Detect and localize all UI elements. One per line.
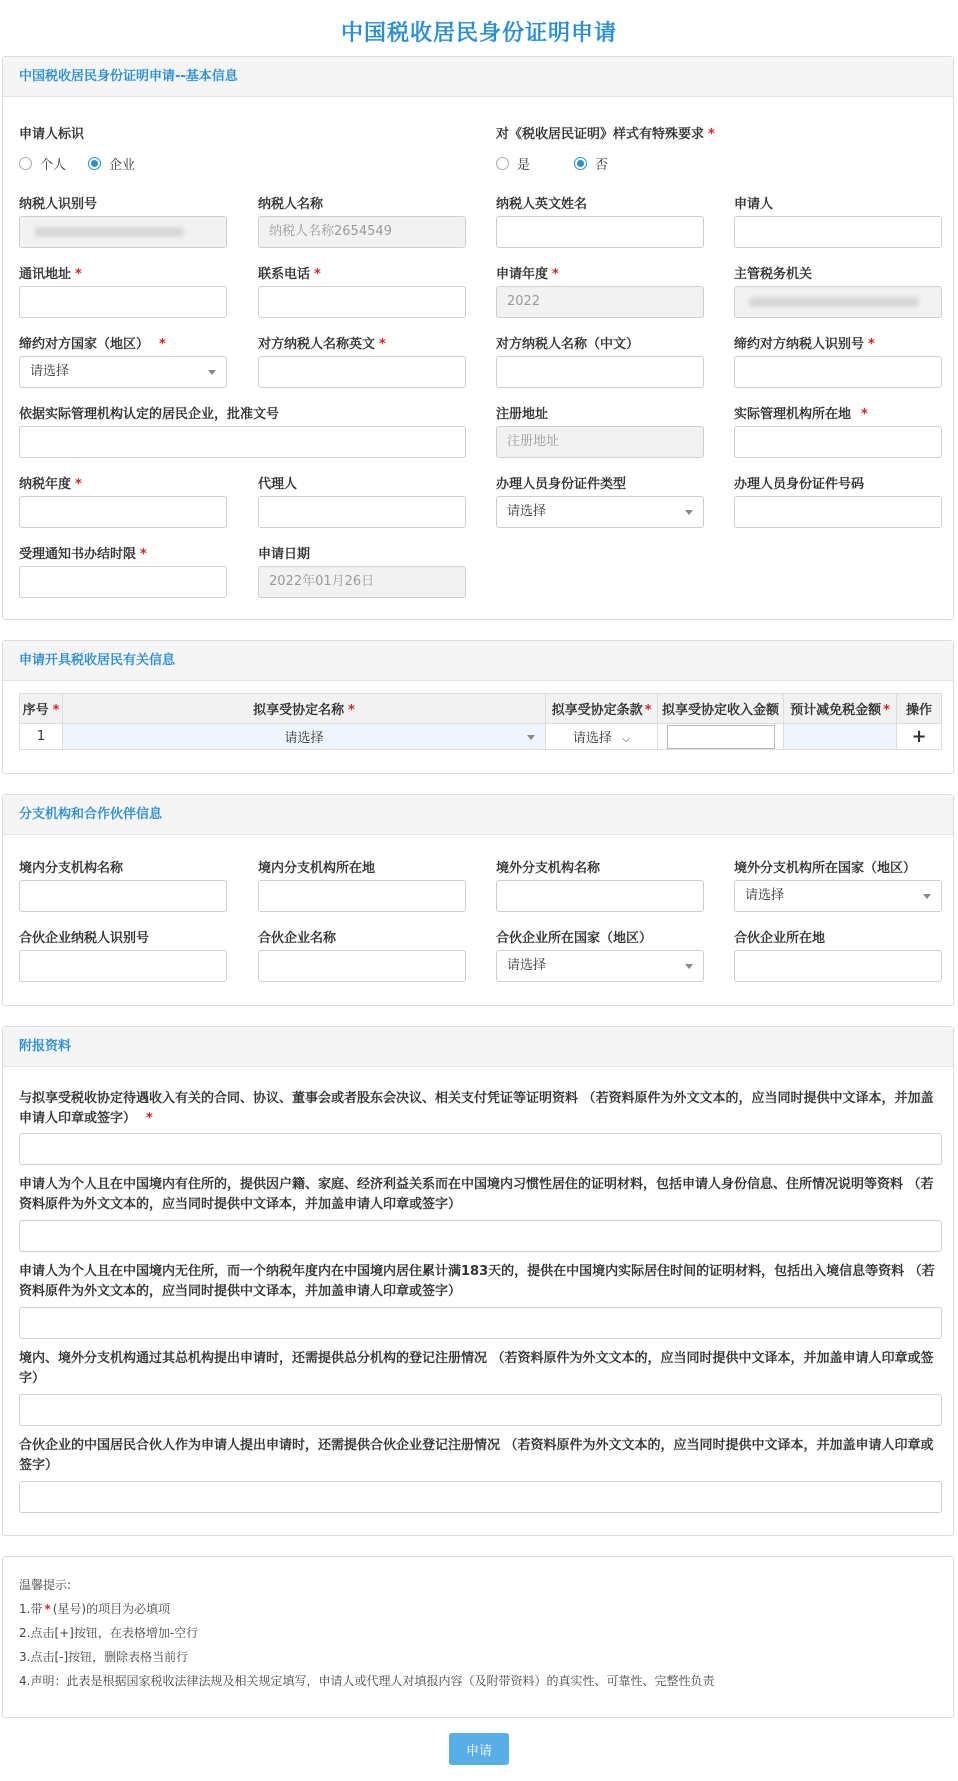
attach-item-4-label: 境内、境外分支机构通过其总机构提出申请时，还需提供总分机构的登记注册情况 （若资料原件为外文文本的，应当同时提供中文译本，并加盖申请人印章或签字） — [19, 1351, 934, 1386]
attach-item-4-input[interactable] — [19, 1394, 942, 1426]
foreign-branch-country-select[interactable]: 请选择 — [734, 880, 942, 912]
tip-line-4: 4.声明：此表是根据国家税收法律法规及相关规定填写，申请人或代理人对填报内容（及附带资料）的真实性、可靠性、完整性负责 — [19, 1674, 715, 1688]
attach-item-5-input[interactable] — [19, 1481, 942, 1513]
attachments-heading: 附报资料 — [3, 1027, 953, 1067]
taxpayer-name-label: 纳税人名称 — [258, 197, 324, 212]
attach-item-2-label: 申请人为个人且在中国境内有住所的，提供因户籍、家庭、经济利益关系而在中国境内习惯性居住的证明材料，包括申请人身份信息、住所情况说明等资料 （若资料原件为外文文本的，应当同时提供中文译本，并加盖申请人印章或签字） — [19, 1177, 934, 1212]
treaty-table — [19, 693, 942, 750]
domestic-branch-name-input[interactable] — [19, 880, 227, 912]
deadline-label: 受理通知书办结时限 * — [19, 547, 147, 562]
apply-year-field: 2022 — [496, 286, 704, 318]
col-income-amount: 拟享受协定收入金额 — [658, 694, 784, 724]
attachments-panel — [2, 1026, 954, 1536]
partner-name-label: 合伙企业名称 — [258, 931, 337, 946]
radio-circle-checked — [574, 157, 587, 170]
taxpayer-en-name-input[interactable] — [496, 216, 704, 248]
domestic-branch-loc-label: 境内分支机构所在地 — [258, 861, 376, 876]
tips-panel — [2, 1556, 954, 1718]
attach-item-5-label: 合伙企业的中国居民合伙人作为申请人提出申请时，还需提供合伙企业登记注册情况 （若资料原件为外文文本的，应当同时提供中文译本，并加盖申请人印章或签字） — [19, 1438, 934, 1473]
plus-icon: + — [911, 726, 927, 747]
chevron-down-icon — [685, 964, 693, 969]
attach-item-3-input[interactable] — [19, 1307, 942, 1339]
counterparty-id-input[interactable] — [734, 356, 942, 388]
counterparty-id-label: 缔约对方纳税人识别号 * — [734, 337, 875, 352]
phone-label: 联系电话 * — [258, 267, 321, 282]
apply-date-label: 申请日期 — [258, 547, 311, 562]
partner-location-label: 合伙企业所在地 — [734, 931, 826, 946]
phone-input[interactable] — [258, 286, 466, 318]
col-treaty-name: 拟享受协定名称 * — [62, 694, 545, 724]
basic-info-panel — [2, 56, 954, 620]
required-mark: * — [708, 127, 715, 142]
radio-circle-checked — [88, 157, 101, 170]
counterparty-en-input[interactable] — [258, 356, 466, 388]
apply-year-label: 申请年度 * — [496, 267, 559, 282]
handler-id-no-label: 办理人员身份证件号码 — [734, 477, 865, 492]
attach-item-3-label: 申请人为个人且在中国境内无住所，而一个纳税年度内在中国境内居住累计满183天的，提供在中国境内实际居住时间的证明材料，包括出入境信息等资料 （若资料原件为外文文本的，应当同时提供中文译本，并加盖申请人印章或签字） — [19, 1264, 935, 1299]
radio-no[interactable]: 否 — [574, 154, 608, 173]
deadline-input[interactable] — [19, 566, 227, 598]
treaty-country-label: 缔约对方国家（地区） * — [19, 337, 166, 352]
chevron-down-icon — [527, 735, 535, 740]
resident-info-heading: 申请开具税收居民有关信息 — [3, 641, 953, 681]
resident-info-panel — [2, 640, 954, 774]
income-amount-cell — [658, 724, 784, 750]
applicant-type-label: 申请人标识 — [19, 127, 85, 142]
attachments-body — [3, 1067, 953, 1535]
radio-circle — [496, 157, 509, 170]
taxpayer-id-field — [19, 216, 227, 248]
partner-id-label: 合伙企业纳税人识别号 — [19, 931, 150, 946]
agent-input[interactable] — [258, 496, 466, 528]
tax-authority-field — [734, 286, 942, 318]
income-amount-input[interactable] — [667, 725, 775, 749]
partner-country-select[interactable]: 请选择 — [496, 950, 704, 982]
domestic-branch-loc-input[interactable] — [258, 880, 466, 912]
handler-id-no-input[interactable] — [734, 496, 942, 528]
foreign-branch-country-label: 境外分支机构所在国家（地区） — [734, 861, 917, 876]
tips-title: 温馨提示: — [19, 1578, 72, 1592]
partner-country-label: 合伙企业所在国家（地区） — [496, 931, 653, 946]
domestic-branch-name-label: 境内分支机构名称 — [19, 861, 124, 876]
counterparty-en-label: 对方纳税人名称英文 * — [258, 337, 386, 352]
address-input[interactable] — [19, 286, 227, 318]
applicant-input[interactable] — [734, 216, 942, 248]
handler-id-type-select[interactable]: 请选择 — [496, 496, 704, 528]
radio-individual[interactable]: 个人 — [19, 154, 66, 173]
tax-year-input[interactable] — [19, 496, 227, 528]
approval-doc-label: 依据实际管理机构认定的居民企业，批准文号 — [19, 407, 280, 422]
add-row-button[interactable] — [897, 724, 942, 750]
radio-enterprise[interactable]: 企业 — [88, 154, 135, 173]
branch-info-body — [3, 835, 953, 1005]
mgmt-location-input[interactable] — [734, 426, 942, 458]
apply-button[interactable]: 申请 — [449, 1733, 509, 1765]
partner-name-input[interactable] — [258, 950, 466, 982]
row-index: 1 — [20, 724, 63, 750]
applicant-label: 申请人 — [734, 197, 774, 212]
col-actions: 操作 — [897, 694, 942, 724]
reg-address-label: 注册地址 — [496, 407, 549, 422]
chevron-down-icon: ⌵ — [621, 732, 631, 745]
apply-date-field: 2022年01月26日 — [258, 566, 466, 598]
counterparty-cn-label: 对方纳税人名称（中文） — [496, 337, 640, 352]
tip-line-1: 1.带 * (星号)的项目为必填项 — [19, 1602, 171, 1616]
taxpayer-id-label: 纳税人识别号 — [19, 197, 98, 212]
redacted-value — [34, 227, 184, 237]
col-treaty-clause: 拟享受协定条款 * — [546, 694, 658, 724]
table-row — [20, 724, 942, 750]
page-title: 中国税收居民身份证明申请 — [340, 21, 617, 46]
tax-authority-label: 主管税务机关 — [734, 267, 813, 282]
special-req-radios — [496, 154, 630, 173]
tax-reduction-cell — [784, 724, 897, 750]
tip-line-3: 3.点击[-]按钮，删除表格当前行 — [19, 1650, 189, 1664]
radio-circle — [19, 157, 32, 170]
agent-label: 代理人 — [258, 477, 298, 492]
treaty-country-select[interactable]: 请选择 — [19, 356, 227, 388]
foreign-branch-name-input[interactable] — [496, 880, 704, 912]
chevron-down-icon — [685, 510, 693, 515]
mgmt-location-label: 实际管理机构所在地 * — [734, 407, 868, 422]
attach-item-1-input[interactable] — [19, 1133, 942, 1165]
partner-location-input[interactable] — [734, 950, 942, 982]
treaty-name-select[interactable]: 请选择 — [62, 724, 545, 750]
address-label: 通讯地址 * — [19, 267, 82, 282]
partner-id-input[interactable] — [19, 950, 227, 982]
approval-doc-input[interactable] — [19, 426, 466, 458]
basic-info-body — [3, 97, 953, 619]
radio-yes[interactable]: 是 — [496, 154, 530, 173]
branch-info-panel — [2, 794, 954, 1006]
taxpayer-name-field: 纳税人名称2654549 — [258, 216, 466, 248]
tax-year-label: 纳税年度 * — [19, 477, 82, 492]
reg-address-field: 注册地址 — [496, 426, 704, 458]
col-tax-reduction: 预计减免税金额 * — [784, 694, 897, 724]
tips-content — [19, 1573, 714, 1693]
resident-info-body — [3, 681, 953, 773]
special-req-label: 对《税收居民证明》样式有特殊要求 * — [496, 127, 715, 142]
table-header-row — [20, 694, 942, 724]
applicant-type-radios — [19, 154, 157, 173]
handler-id-type-label: 办理人员身份证件类型 — [496, 477, 627, 492]
attach-item-2-input[interactable] — [19, 1220, 942, 1252]
branch-info-heading: 分支机构和合作伙伴信息 — [3, 795, 953, 835]
col-index: 序号 * — [20, 694, 63, 724]
counterparty-cn-input[interactable] — [496, 356, 704, 388]
attach-item-1-label: 与拟享受税收协定待遇收入有关的合同、协议、董事会或者股东会决议、相关支付凭证等证明资料 （若资料原件为外文文本的，应当同时提供中文译本，并加盖申请人印章或签字） * — [19, 1091, 934, 1126]
redacted-value — [749, 297, 919, 307]
chevron-down-icon — [208, 370, 216, 375]
basic-info-heading: 中国税收居民身份证明申请--基本信息 — [3, 57, 953, 97]
tip-line-2: 2.点击[+]按钮，在表格增加-空行 — [19, 1626, 199, 1640]
chevron-down-icon — [923, 894, 931, 899]
taxpayer-en-name-label: 纳税人英文姓名 — [496, 197, 588, 212]
treaty-clause-select[interactable]: 请选择 ⌵ — [546, 724, 658, 750]
foreign-branch-name-label: 境外分支机构名称 — [496, 861, 601, 876]
